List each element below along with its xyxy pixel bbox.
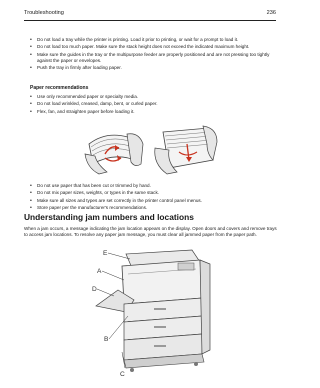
callout-c: C [120, 371, 125, 378]
list-item: • Flex, fan, and straighten paper before loading it. [30, 109, 280, 115]
printer-body [96, 250, 210, 372]
paper-recommendations-heading: Paper recommendations [30, 85, 89, 91]
list-item: • Make sure the guides in the tray or the multipurpose feeder are properly positioned and are not pressing too tightly against the paper or envelopes. [30, 52, 280, 64]
list-item: • Do not use paper that has been cut or trimmed by hand. [30, 183, 280, 189]
header-title: Troubleshooting [24, 10, 64, 16]
printer-jam-locations-illustration [88, 246, 214, 380]
list-item: • Store paper per the manufacturer's recommendations. [30, 205, 280, 211]
callout-b: B [104, 336, 109, 343]
list-item: • Push the tray in firmly after loading paper. [30, 65, 280, 71]
list-item: • Make sure all sizes and types are set correctly in the printer control panel menus. [30, 198, 280, 204]
fanned-paper-stack [155, 126, 217, 174]
callout-e: E [103, 250, 108, 257]
loading-tips-list [30, 37, 280, 73]
callout-a: A [97, 268, 102, 275]
flex-fan-paper-illustration [83, 124, 219, 178]
paper-recommendations-list-continued [30, 183, 280, 213]
list-item: • Do not load too much paper. Make sure the stack height does not exceed the indicated maximum height. [30, 44, 280, 50]
callout-d: D [92, 286, 97, 293]
page-header [24, 8, 276, 21]
list-item: • Do not load wrinkled, creased, damp, bent, or curled paper. [30, 101, 280, 107]
section-heading: Understanding jam numbers and locations [24, 212, 194, 222]
list-item: • Use only recommended paper or specialty media. [30, 94, 280, 100]
page-number: 236 [266, 10, 276, 16]
list-item: • Do not load a tray while the printer is printing. Load it prior to printing, or wait for a prompt to load it. [30, 37, 280, 43]
flexed-paper-stack [85, 134, 143, 174]
paper-recommendations-list [30, 94, 280, 116]
list-item: • Do not mix paper sizes, weights, or types in the same stack. [30, 190, 280, 196]
jam-description: When a jam occurs, a message indicating the jam location appears on the display. Open doors and covers and remove trays to access jam locations. To resolve any paper jam message, you must clear all jammed paper from the paper path. [24, 226, 277, 238]
